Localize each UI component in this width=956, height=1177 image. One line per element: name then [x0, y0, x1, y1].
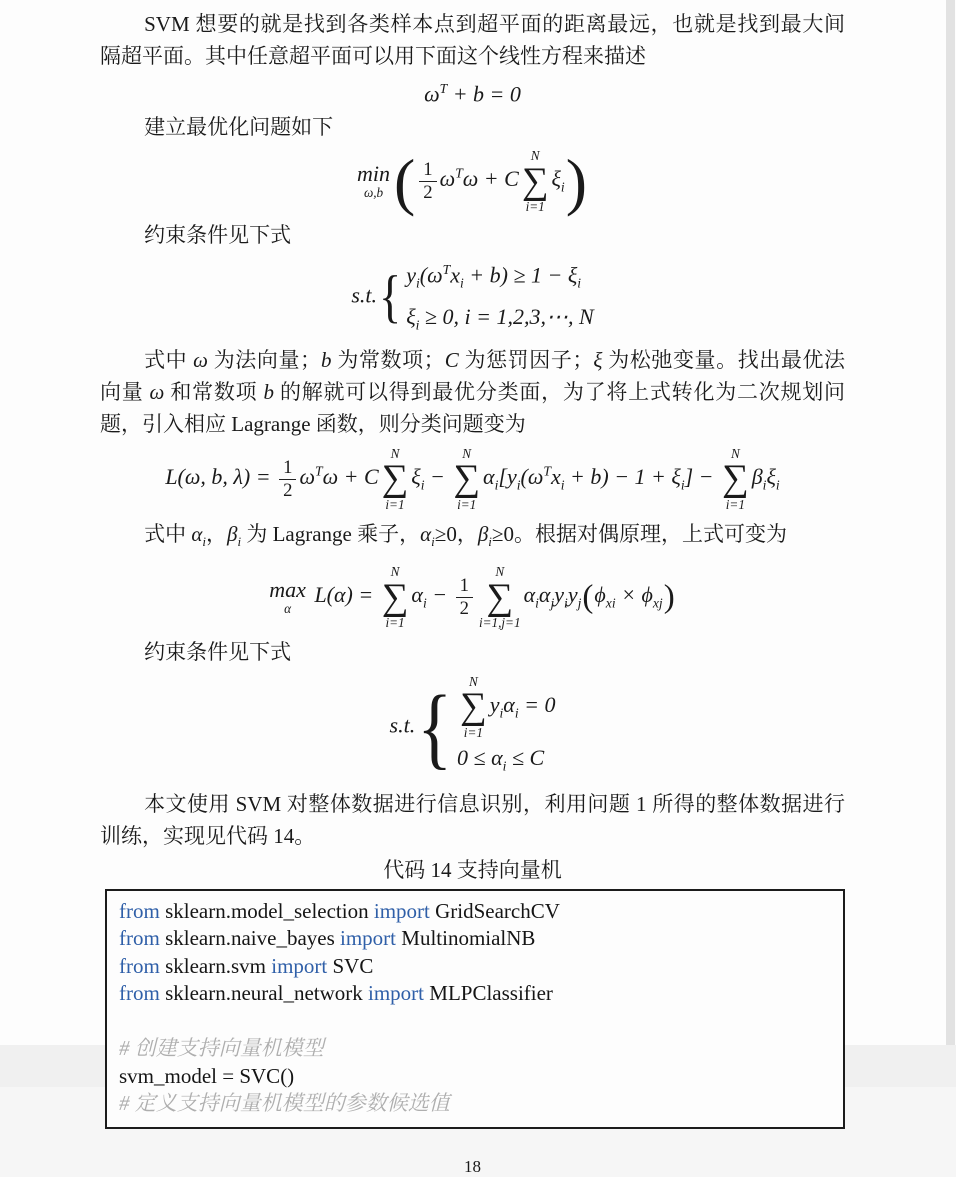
code-line: svm_model = SVC()	[119, 1063, 295, 1088]
paragraph-constraint-intro-2: 约束条件见下式	[144, 640, 292, 665]
code-line: from sklearn.svm import SVC	[119, 953, 374, 978]
paragraph-lagrange-multipliers: 式中 $\alpha_i$，$\beta_i$ 为 Lagrange 乘子，$\alpha_i\ge 0$，$\beta_i\ge 0$。根据对偶原理，上式可变为	[144, 522, 787, 550]
paragraph-constraint-intro-1: 约束条件见下式	[144, 223, 292, 248]
formula-lagrange: L(ω, b, λ) = $\frac{1}{2}$ $\omega^T\omega + C$ N ∑ i=1 $\xi_i$ − N ∑ i=1 $\alpha_i[y_i(\omega^Tx_i + b) - 1 + \xi_i]$ − N ∑ i=1 $\beta_i\xi_i$	[165, 446, 780, 513]
page-number: 18	[464, 1156, 481, 1176]
paragraph-svm-intro: SVM 想要的就是找到各类样本点到超平面的距离最远，也就是找到最大间隔超平面。其中任意超平面可以用下面这个线性方程来描述	[100, 12, 845, 68]
code-block	[105, 889, 845, 1129]
formula-constraint-1: s.t. { $y_i(\omega^Tx_i + b) \ge 1 - \xi_i$ $\xi_i \ge 0$, i = 1,2,3,⋯, N	[351, 262, 594, 333]
code-line: # 创建支持向量机模型	[119, 1036, 324, 1061]
code-line: from sklearn.naive_bayes import MultinomialNB	[119, 926, 536, 951]
paragraph-optimization-intro: 建立最优化问题如下	[144, 115, 334, 140]
code-line	[119, 1008, 831, 1036]
code-line: # 定义支持向量机模型的参数候选值	[119, 1091, 450, 1116]
code-line: from sklearn.model_selection import GridSearchCV	[119, 898, 560, 923]
formula-dual-max: max α L(α) = N ∑ i=1 $\alpha_i$ − $\frac{1}{2}$ N ∑ i=1,j=1 $\alpha_i\alpha_jy_iy_j(\phi_{xi} \times \phi_{xj})$	[269, 564, 675, 631]
formula-constraint-2: s.t. { N ∑ i=1 $y_i\alpha_i = 0$ $0 \le \alpha_i \le C$	[389, 674, 556, 778]
paragraph-symbol-definitions: 式中 ω 为法向量；b 为常数项；C 为惩罚因子；ξ 为松弛变量。找出最优法向量 ω 和常数项 b 的解就可以得到最优分类面，为了将上式转化为二次规划问题，引入相应 Lagrange 函数，则分类问题变为	[100, 348, 846, 437]
formula-hyperplane: $\omega^T + b = 0$	[424, 81, 521, 107]
code-caption: 代码 14 支持向量机	[383, 857, 562, 882]
paragraph-svm-application: 本文使用 SVM 对整体数据进行信息识别，利用问题 1 所得的整体数据进行训练，实现见代码 14。	[100, 791, 845, 848]
code-line: from sklearn.neural_network import MLPClassifier	[119, 981, 553, 1006]
formula-min-problem: min ω,b ( $\frac{1}{2}$ $\omega^T\omega + C$ N ∑ i=1 $\xi_i$)	[357, 145, 587, 217]
